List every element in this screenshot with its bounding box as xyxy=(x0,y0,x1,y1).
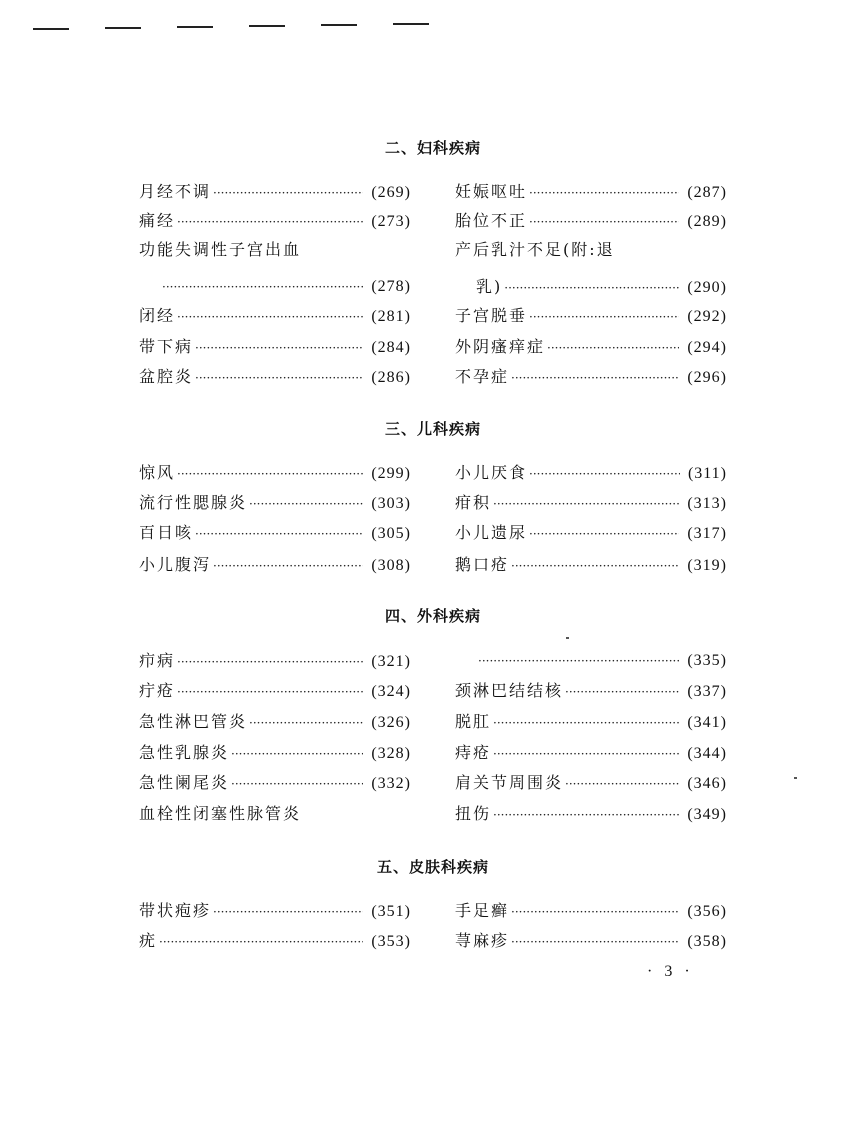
toc-entry[interactable] xyxy=(455,181,727,203)
section-title-dermatology: 五、皮肤科疾病 xyxy=(376,858,489,876)
toc-entry[interactable] xyxy=(455,210,727,232)
entry-page: (317) xyxy=(687,525,727,542)
entry-page: (326) xyxy=(371,714,411,731)
entry-page: (303) xyxy=(371,495,411,512)
dot-leader xyxy=(491,493,679,515)
header-rule xyxy=(393,23,429,25)
dot-leader xyxy=(509,901,679,923)
entry-page: (358) xyxy=(687,933,727,950)
entry-title: 痛经 xyxy=(139,211,176,230)
entry-title: 外阴瘙痒症 xyxy=(455,337,546,356)
toc-entry[interactable] xyxy=(139,305,411,327)
entry-page: (356) xyxy=(687,903,727,920)
dot-leader xyxy=(229,773,363,795)
header-rule xyxy=(249,25,285,27)
toc-entry[interactable] xyxy=(139,522,411,544)
entry-title-continuation: 乳) xyxy=(476,277,503,296)
entry-page: (287) xyxy=(687,184,727,201)
toc-entry[interactable] xyxy=(139,772,411,794)
section-title-gynecology: 二、妇科疾病 xyxy=(384,139,481,157)
entry-title: 扭伤 xyxy=(455,804,492,823)
entry-title[interactable]: 产后乳汁不足(附:退 xyxy=(455,240,615,259)
toc-entry[interactable] xyxy=(455,366,727,388)
dot-leader xyxy=(527,523,679,545)
toc-entry[interactable] xyxy=(139,554,411,576)
page-number: · 3 · xyxy=(647,963,694,980)
toc-entry[interactable] xyxy=(455,305,727,327)
dot-leader xyxy=(502,277,679,299)
toc-entry[interactable] xyxy=(139,366,411,388)
toc-entry[interactable] xyxy=(139,711,411,733)
entry-title: 荨麻疹 xyxy=(455,931,510,950)
entry-page: (289) xyxy=(687,213,727,230)
toc-entry-continuation[interactable] xyxy=(160,276,411,298)
dot-leader xyxy=(247,493,363,515)
toc-entry[interactable] xyxy=(455,680,727,702)
toc-entry-continuation[interactable] xyxy=(476,276,727,298)
toc-entry[interactable] xyxy=(139,650,411,672)
toc-entry[interactable] xyxy=(139,462,411,484)
entry-page: (337) xyxy=(687,683,727,700)
section-title-pediatrics: 三、儿科疾病 xyxy=(384,420,481,438)
entry-title: 小儿腹泻 xyxy=(139,555,212,574)
dot-leader xyxy=(527,211,679,233)
entry-title: 手足癣 xyxy=(455,901,510,920)
dot-leader xyxy=(193,337,363,359)
dot-leader xyxy=(491,712,679,734)
entry-title: 疣 xyxy=(139,931,158,950)
dot-leader xyxy=(476,650,679,672)
entry-title: 盆腔炎 xyxy=(139,367,194,386)
dot-leader xyxy=(527,463,680,485)
entry-title[interactable]: 血栓性闭塞性脉管炎 xyxy=(139,804,302,823)
entry-page: (286) xyxy=(371,369,411,386)
toc-entry-continuation[interactable] xyxy=(476,650,727,672)
entry-title[interactable]: 功能失调性子宫出血 xyxy=(139,240,302,259)
dot-leader xyxy=(527,182,679,204)
entry-title: 月经不调 xyxy=(139,182,212,201)
dot-leader xyxy=(193,523,363,545)
entry-page: (284) xyxy=(371,339,411,356)
entry-page: (299) xyxy=(371,465,411,482)
section-title-surgery: 四、外科疾病 xyxy=(384,607,481,625)
entry-page: (335) xyxy=(687,652,727,669)
entry-page: (296) xyxy=(687,369,727,386)
entry-page: (346) xyxy=(687,775,727,792)
dot-leader xyxy=(545,337,679,359)
entry-title: 疳积 xyxy=(455,493,492,512)
entry-page: (292) xyxy=(687,308,727,325)
entry-title: 不孕症 xyxy=(455,367,510,386)
entry-title: 急性淋巴管炎 xyxy=(139,712,248,731)
toc-entry[interactable] xyxy=(139,210,411,232)
entry-page: (321) xyxy=(371,653,411,670)
entry-title: 小儿厌食 xyxy=(455,463,528,482)
entry-page: (311) xyxy=(687,465,727,482)
dot-leader xyxy=(175,651,363,673)
dot-leader xyxy=(491,804,679,826)
header-rule xyxy=(33,28,69,30)
dot-leader xyxy=(160,276,363,298)
dot-leader xyxy=(247,712,363,734)
toc-entry[interactable] xyxy=(139,742,411,764)
toc-entry[interactable] xyxy=(455,930,727,952)
entry-page: (332) xyxy=(371,775,411,792)
entry-title: 带状疱疹 xyxy=(139,901,212,920)
entry-page: (281) xyxy=(371,308,411,325)
entry-page: (305) xyxy=(371,525,411,542)
toc-entry[interactable] xyxy=(455,900,727,922)
entry-title: 带下病 xyxy=(139,337,194,356)
dot-leader xyxy=(175,681,363,703)
entry-title: 疔疮 xyxy=(139,681,176,700)
header-rules xyxy=(33,24,433,30)
toc-entry[interactable] xyxy=(139,930,411,952)
entry-title: 惊风 xyxy=(139,463,176,482)
entry-title: 鹅口疮 xyxy=(455,555,510,574)
entry-page: (341) xyxy=(687,714,727,731)
entry-page: (308) xyxy=(371,557,411,574)
toc-entry[interactable] xyxy=(455,492,727,514)
entry-title: 颈淋巴结结核 xyxy=(455,681,564,700)
dot-leader xyxy=(229,743,363,765)
toc-entry[interactable] xyxy=(455,462,727,484)
entry-page: (269) xyxy=(371,184,411,201)
toc-entry[interactable] xyxy=(455,803,727,825)
dot-leader xyxy=(175,306,363,328)
entry-title: 闭经 xyxy=(139,306,176,325)
entry-title: 胎位不正 xyxy=(455,211,528,230)
toc-entry[interactable] xyxy=(139,336,411,358)
toc-entry[interactable] xyxy=(455,711,727,733)
entry-page: (313) xyxy=(687,495,727,512)
entry-page: (278) xyxy=(371,278,411,295)
scan-speck xyxy=(794,777,797,779)
entry-title: 急性乳腺炎 xyxy=(139,743,230,762)
entry-page: (351) xyxy=(371,903,411,920)
dot-leader xyxy=(563,681,679,703)
entry-title: 脱肛 xyxy=(455,712,492,731)
dot-leader xyxy=(211,182,363,204)
dot-leader xyxy=(491,743,679,765)
header-rule xyxy=(177,26,213,28)
entry-page: (290) xyxy=(687,279,727,296)
entry-page: (344) xyxy=(687,745,727,762)
toc-entry[interactable] xyxy=(455,336,727,358)
dot-leader xyxy=(527,306,679,328)
dot-leader xyxy=(509,555,679,577)
header-rule xyxy=(321,24,357,26)
entry-title: 肩关节周围炎 xyxy=(455,773,564,792)
entry-page: (353) xyxy=(371,933,411,950)
toc-entry[interactable] xyxy=(139,492,411,514)
entry-page: (319) xyxy=(687,557,727,574)
entry-title: 急性阑尾炎 xyxy=(139,773,230,792)
dot-leader xyxy=(509,931,679,953)
dot-leader xyxy=(509,367,679,389)
entry-page: (328) xyxy=(371,745,411,762)
toc-entry[interactable] xyxy=(139,680,411,702)
entry-title: 子宫脱垂 xyxy=(455,306,528,325)
header-rule xyxy=(105,27,141,29)
toc-entry[interactable] xyxy=(139,900,411,922)
dot-leader xyxy=(563,773,679,795)
scan-speck xyxy=(566,637,569,639)
dot-leader xyxy=(175,211,363,233)
entry-title: 流行性腮腺炎 xyxy=(139,493,248,512)
toc-entry[interactable] xyxy=(139,181,411,203)
dot-leader xyxy=(211,555,363,577)
dot-leader xyxy=(211,901,363,923)
entry-page: (273) xyxy=(371,213,411,230)
entry-page: (324) xyxy=(371,683,411,700)
entry-title: 妊娠呕吐 xyxy=(455,182,528,201)
dot-leader xyxy=(175,463,363,485)
dot-leader xyxy=(157,931,363,953)
entry-title: 百日咳 xyxy=(139,523,194,542)
entry-page: (349) xyxy=(687,806,727,823)
toc-entry[interactable] xyxy=(455,772,727,794)
entry-title: 疖病 xyxy=(139,651,176,670)
toc-entry[interactable] xyxy=(455,554,727,576)
toc-entry[interactable] xyxy=(455,742,727,764)
entry-title: 痔疮 xyxy=(455,743,492,762)
entry-title: 小儿遗尿 xyxy=(455,523,528,542)
toc-entry[interactable] xyxy=(455,522,727,544)
dot-leader xyxy=(193,367,363,389)
entry-page: (294) xyxy=(687,339,727,356)
